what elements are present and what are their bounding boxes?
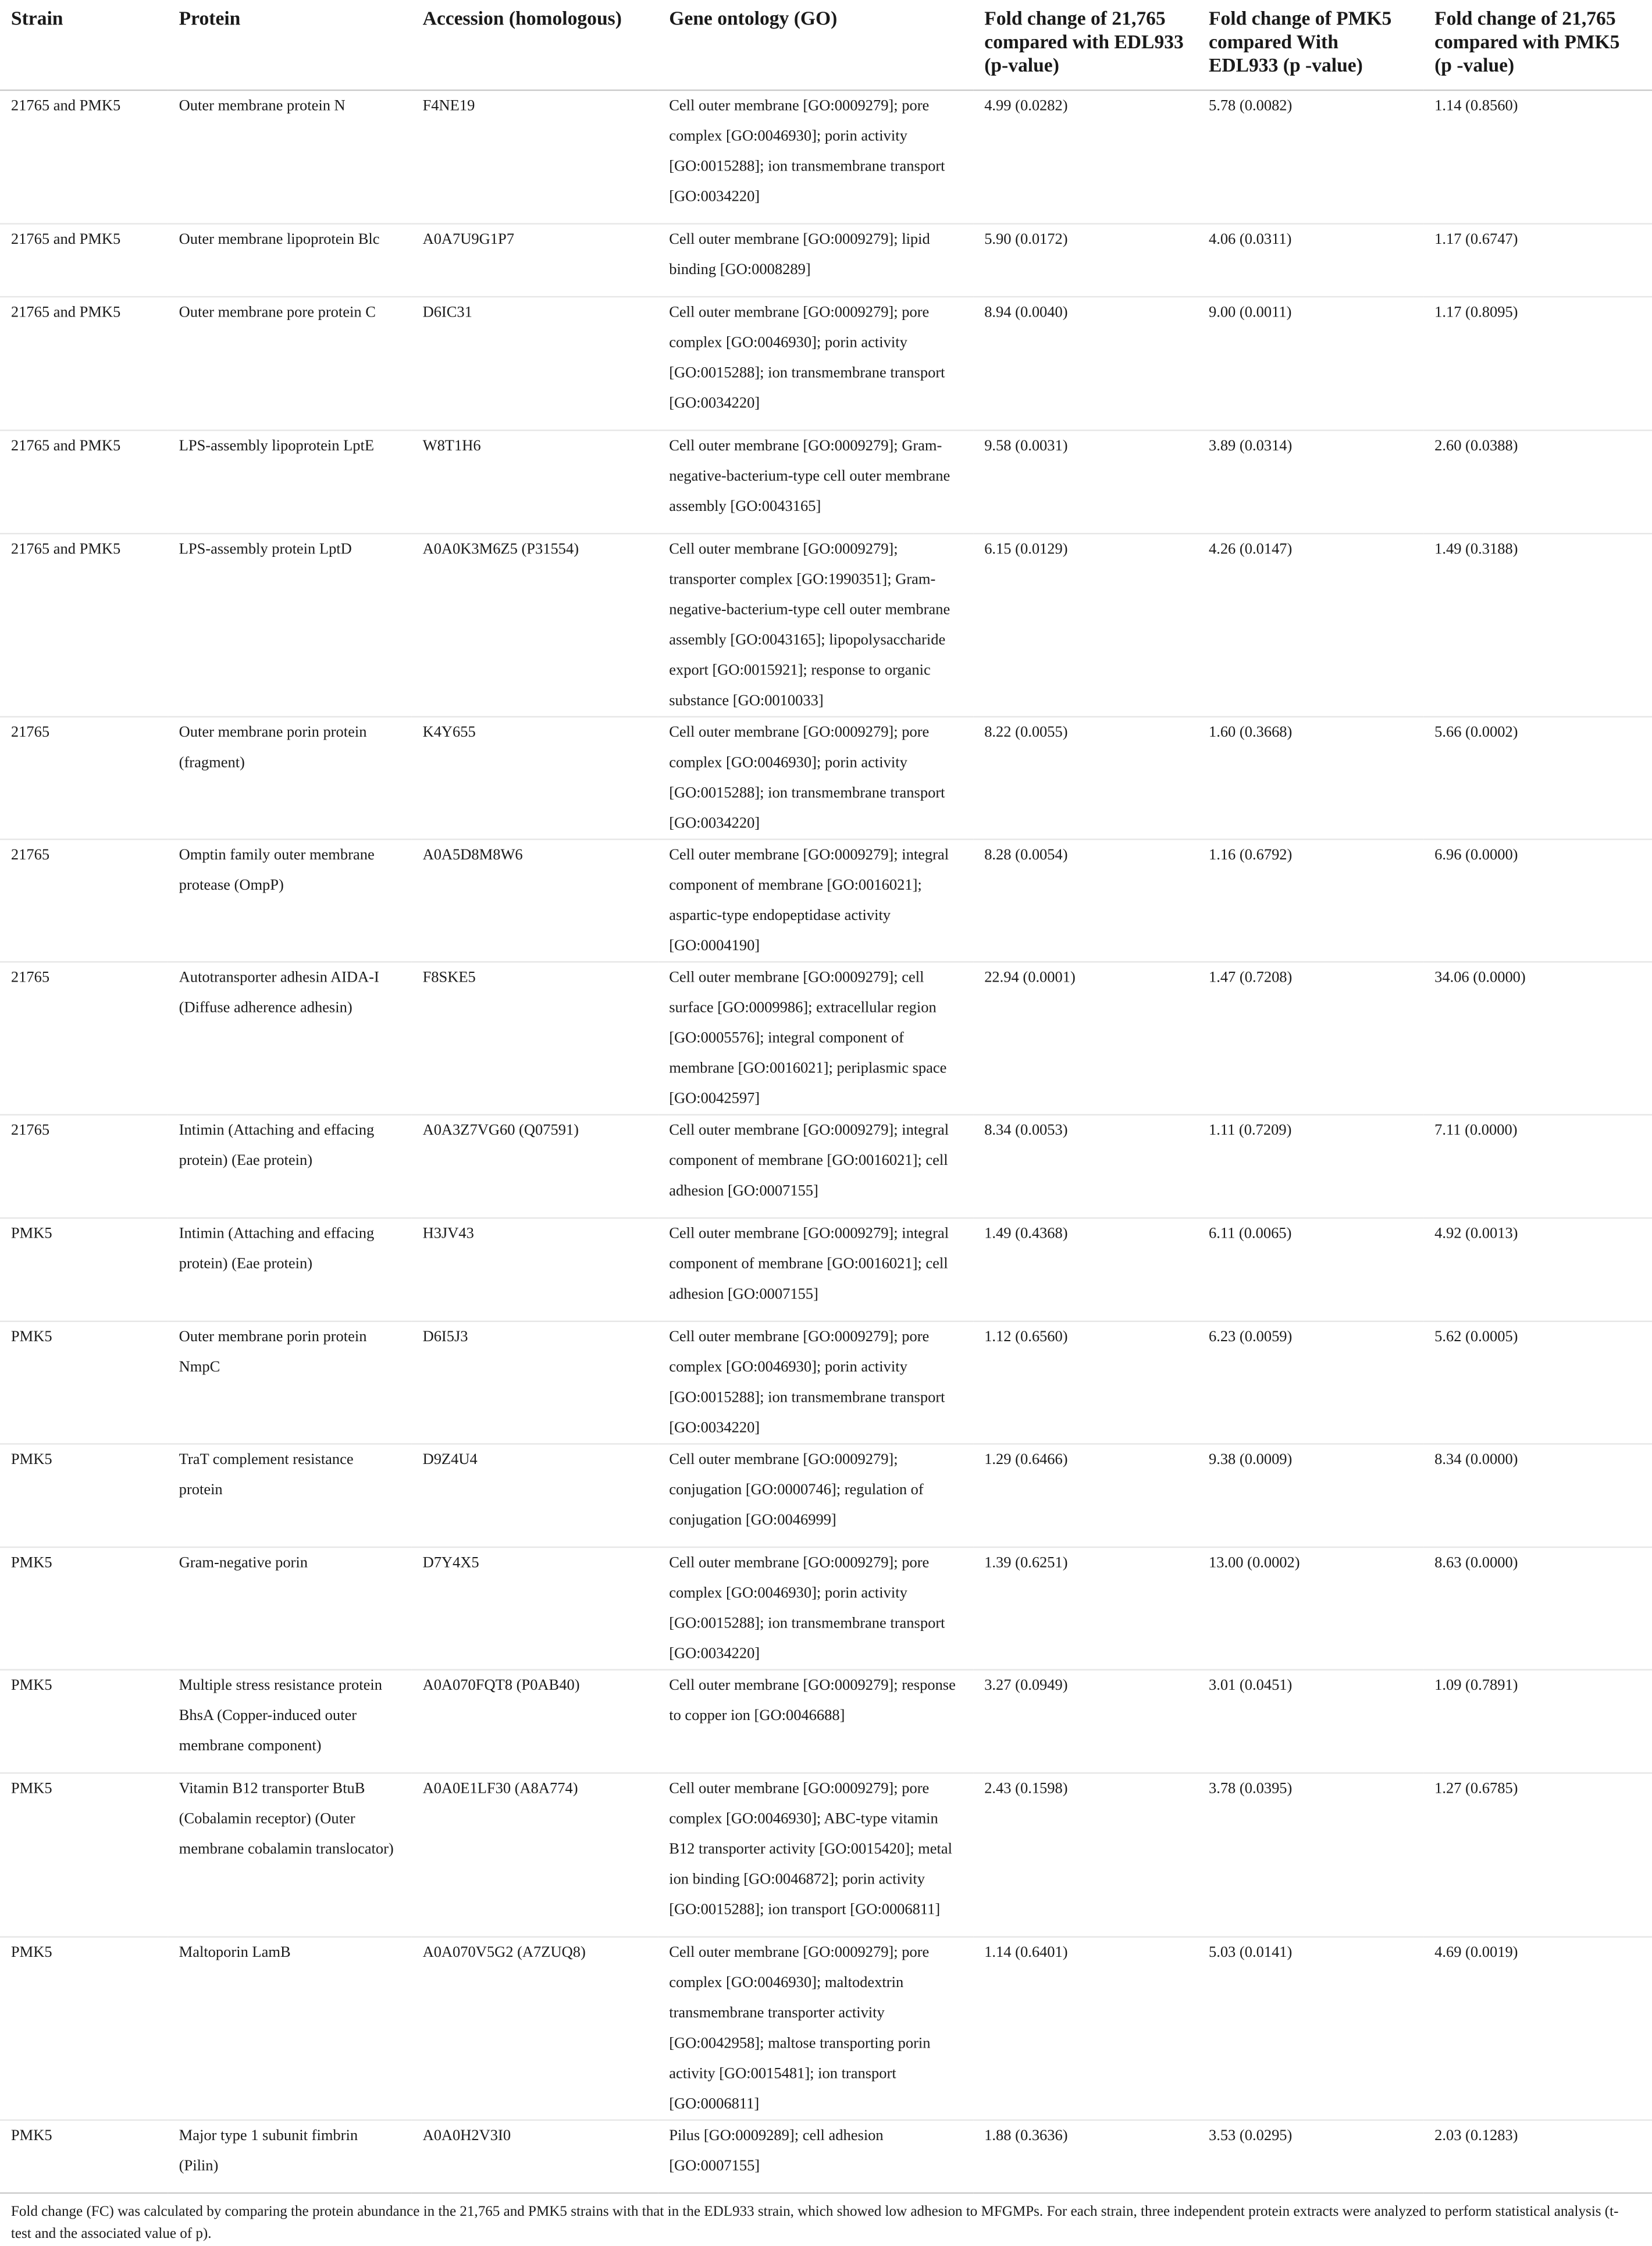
strain-cell: 21765 and PMK5 <box>0 90 168 224</box>
fc-pmk5-vs-edl933-cell: 3.53 (0.0295) <box>1198 2120 1423 2193</box>
gene-ontology-cell: Cell outer membrane [GO:0009279]; pore complex [GO:0046930]; porin activity [GO:0015288]; ion transmembrane transport [GO:0034220] <box>658 1547 973 1670</box>
strain-cell: 21765 and PMK5 <box>0 224 168 297</box>
table-row <box>0 962 1652 1115</box>
fc-21765-vs-pmk5-cell: 7.11 (0.0000) <box>1423 1115 1652 1218</box>
fc-21765-vs-edl933-cell: 8.34 (0.0053) <box>973 1115 1198 1218</box>
strain-cell: PMK5 <box>0 1547 168 1670</box>
accession-cell: W8T1H6 <box>412 431 658 534</box>
table-body <box>0 90 1652 2193</box>
fc-pmk5-vs-edl933-cell: 9.00 (0.0011) <box>1198 297 1423 431</box>
fc-21765-vs-pmk5-cell: 5.66 (0.0002) <box>1423 717 1652 840</box>
protein-cell: LPS-assembly protein LptD <box>168 534 412 717</box>
accession-cell: A0A0K3M6Z5 (P31554) <box>412 534 658 717</box>
protein-cell: Omptin family outer membrane protease (OmpP) <box>168 840 412 962</box>
gene-ontology-cell: Cell outer membrane [GO:0009279]; integral component of membrane [GO:0016021]; cell adhesion [GO:0007155] <box>658 1218 973 1321</box>
fc-pmk5-vs-edl933-cell: 1.11 (0.7209) <box>1198 1115 1423 1218</box>
accession-cell: D7Y4X5 <box>412 1547 658 1670</box>
fc-pmk5-vs-edl933-cell: 3.89 (0.0314) <box>1198 431 1423 534</box>
fc-21765-vs-pmk5-cell: 4.69 (0.0019) <box>1423 1937 1652 2120</box>
strain-cell: 21765 <box>0 1115 168 1218</box>
protein-cell: Gram-negative porin <box>168 1547 412 1670</box>
fc-pmk5-vs-edl933-cell: 4.26 (0.0147) <box>1198 534 1423 717</box>
table-row <box>0 297 1652 431</box>
fc-pmk5-vs-edl933-cell: 13.00 (0.0002) <box>1198 1547 1423 1670</box>
protein-cell: TraT complement resistance protein <box>168 1444 412 1547</box>
strain-cell: 21765 <box>0 840 168 962</box>
protein-cell: Outer membrane pore protein C <box>168 297 412 431</box>
table-row <box>0 2120 1652 2193</box>
fc-pmk5-vs-edl933-cell: 6.23 (0.0059) <box>1198 1321 1423 1444</box>
protein-cell: Outer membrane porin protein NmpC <box>168 1321 412 1444</box>
accession-cell: A0A5D8M8W6 <box>412 840 658 962</box>
fc-pmk5-vs-edl933-cell: 1.47 (0.7208) <box>1198 962 1423 1115</box>
fc-21765-vs-pmk5-cell: 34.06 (0.0000) <box>1423 962 1652 1115</box>
table-row <box>0 1321 1652 1444</box>
accession-cell: H3JV43 <box>412 1218 658 1321</box>
gene-ontology-cell: Cell outer membrane [GO:0009279]; response to copper ion [GO:0046688] <box>658 1670 973 1774</box>
fc-21765-vs-pmk5-cell: 8.63 (0.0000) <box>1423 1547 1652 1670</box>
table-row <box>0 1773 1652 1937</box>
fc-pmk5-vs-edl933-cell: 5.03 (0.0141) <box>1198 1937 1423 2120</box>
gene-ontology-cell: Cell outer membrane [GO:0009279]; integral component of membrane [GO:0016021]; aspartic-type endopeptidase activity [GO:0004190] <box>658 840 973 962</box>
table-row <box>0 840 1652 962</box>
strain-cell: 21765 and PMK5 <box>0 297 168 431</box>
fc-21765-vs-edl933-cell: 22.94 (0.0001) <box>973 962 1198 1115</box>
header-row <box>0 0 1652 90</box>
gene-ontology-cell: Cell outer membrane [GO:0009279]; pore complex [GO:0046930]; porin activity [GO:0015288]; ion transmembrane transport [GO:0034220] <box>658 1321 973 1444</box>
fc-21765-vs-edl933-cell: 1.49 (0.4368) <box>973 1218 1198 1321</box>
accession-cell: A0A070V5G2 (A7ZUQ8) <box>412 1937 658 2120</box>
fc-21765-vs-edl933-cell: 1.14 (0.6401) <box>973 1937 1198 2120</box>
strain-cell: 21765 and PMK5 <box>0 431 168 534</box>
fc-pmk5-vs-edl933-cell: 4.06 (0.0311) <box>1198 224 1423 297</box>
protein-cell: Multiple stress resistance protein BhsA (Copper-induced outer membrane component) <box>168 1670 412 1774</box>
table-row <box>0 1547 1652 1670</box>
accession-cell: D6I5J3 <box>412 1321 658 1444</box>
fc-21765-vs-edl933-cell: 1.88 (0.3636) <box>973 2120 1198 2193</box>
fc-21765-vs-pmk5-cell: 8.34 (0.0000) <box>1423 1444 1652 1547</box>
accession-cell: F4NE19 <box>412 90 658 224</box>
fc-21765-vs-pmk5-cell: 1.14 (0.8560) <box>1423 90 1652 224</box>
table-row <box>0 1115 1652 1218</box>
fc-pmk5-vs-edl933-cell: 1.60 (0.3668) <box>1198 717 1423 840</box>
table-row <box>0 534 1652 717</box>
strain-cell: PMK5 <box>0 1321 168 1444</box>
fc-21765-vs-edl933-cell: 4.99 (0.0282) <box>973 90 1198 224</box>
gene-ontology-cell: Cell outer membrane [GO:0009279]; pore complex [GO:0046930]; porin activity [GO:0015288]; ion transmembrane transport [GO:0034220] <box>658 90 973 224</box>
gene-ontology-cell: Cell outer membrane [GO:0009279]; pore complex [GO:0046930]; ABC-type vitamin B12 transporter activity [GO:0015420]; metal ion binding [GO:0046872]; porin activity [GO:0015288]; ion transport [GO:0006811] <box>658 1773 973 1937</box>
strain-cell: PMK5 <box>0 1670 168 1774</box>
fc-21765-vs-pmk5-cell: 1.17 (0.8095) <box>1423 297 1652 431</box>
fc-21765-vs-pmk5-cell: 1.17 (0.6747) <box>1423 224 1652 297</box>
fc-21765-vs-edl933-cell: 9.58 (0.0031) <box>973 431 1198 534</box>
gene-ontology-cell: Cell outer membrane [GO:0009279]; Gram-negative-bacterium-type cell outer membrane assembly [GO:0043165] <box>658 431 973 534</box>
fc-21765-vs-edl933-cell: 1.29 (0.6466) <box>973 1444 1198 1547</box>
strain-cell: PMK5 <box>0 2120 168 2193</box>
fc-21765-vs-edl933-cell: 8.28 (0.0054) <box>973 840 1198 962</box>
gene-ontology-cell: Cell outer membrane [GO:0009279]; pore complex [GO:0046930]; maltodextrin transmembrane transporter activity [GO:0042958]; maltose transporting porin activity [GO:0015481]; ion transport [GO:0006811] <box>658 1937 973 2120</box>
fc-21765-vs-edl933-cell: 8.94 (0.0040) <box>973 297 1198 431</box>
strain-cell: PMK5 <box>0 1444 168 1547</box>
header-strain: Strain <box>0 0 168 90</box>
accession-cell: A0A3Z7VG60 (Q07591) <box>412 1115 658 1218</box>
gene-ontology-cell: Cell outer membrane [GO:0009279]; cell surface [GO:0009986]; extracellular region [GO:0005576]; integral component of membrane [GO:0016021]; periplasmic space [GO:0042597] <box>658 962 973 1115</box>
protein-cell: Autotransporter adhesin AIDA-I (Diffuse adherence adhesin) <box>168 962 412 1115</box>
table-row <box>0 224 1652 297</box>
fc-21765-vs-pmk5-cell: 6.96 (0.0000) <box>1423 840 1652 962</box>
strain-cell: PMK5 <box>0 1218 168 1321</box>
accession-cell: A0A070FQT8 (P0AB40) <box>412 1670 658 1774</box>
fc-pmk5-vs-edl933-cell: 9.38 (0.0009) <box>1198 1444 1423 1547</box>
protein-cell: Maltoporin LamB <box>168 1937 412 2120</box>
fc-21765-vs-pmk5-cell: 2.03 (0.1283) <box>1423 2120 1652 2193</box>
protein-cell: Major type 1 subunit fimbrin (Pilin) <box>168 2120 412 2193</box>
fc-21765-vs-pmk5-cell: 1.27 (0.6785) <box>1423 1773 1652 1937</box>
fc-pmk5-vs-edl933-cell: 3.78 (0.0395) <box>1198 1773 1423 1937</box>
fc-21765-vs-pmk5-cell: 2.60 (0.0388) <box>1423 431 1652 534</box>
strain-cell: 21765 <box>0 717 168 840</box>
table-row <box>0 1444 1652 1547</box>
protein-cell: Outer membrane lipoprotein Blc <box>168 224 412 297</box>
gene-ontology-cell: Cell outer membrane [GO:0009279]; transporter complex [GO:1990351]; Gram-negative-bacterium-type cell outer membrane assembly [GO:0043165]; lipopolysaccharide export [GO:0015921]; response to organic substance [GO:0010033] <box>658 534 973 717</box>
accession-cell: F8SKE5 <box>412 962 658 1115</box>
table-row <box>0 1218 1652 1321</box>
table-row <box>0 431 1652 534</box>
protein-cell: Vitamin B12 transporter BtuB (Cobalamin receptor) (Outer membrane cobalamin translocator) <box>168 1773 412 1937</box>
fc-21765-vs-edl933-cell: 6.15 (0.0129) <box>973 534 1198 717</box>
accession-cell: A0A0E1LF30 (A8A774) <box>412 1773 658 1937</box>
fc-21765-vs-pmk5-cell: 1.09 (0.7891) <box>1423 1670 1652 1774</box>
table-row <box>0 1937 1652 2120</box>
protein-cell: Intimin (Attaching and effacing protein) (Eae protein) <box>168 1218 412 1321</box>
header-accession: Accession (homologous) <box>412 0 658 90</box>
strain-cell: PMK5 <box>0 1773 168 1937</box>
strain-cell: 21765 <box>0 962 168 1115</box>
fc-21765-vs-edl933-cell: 1.12 (0.6560) <box>973 1321 1198 1444</box>
accession-cell: D6IC31 <box>412 297 658 431</box>
gene-ontology-cell: Cell outer membrane [GO:0009279]; pore complex [GO:0046930]; porin activity [GO:0015288]; ion transmembrane transport [GO:0034220] <box>658 717 973 840</box>
fc-pmk5-vs-edl933-cell: 5.78 (0.0082) <box>1198 90 1423 224</box>
protein-cell: Outer membrane protein N <box>168 90 412 224</box>
table-row <box>0 90 1652 224</box>
accession-cell: A0A0H2V3I0 <box>412 2120 658 2193</box>
accession-cell: A0A7U9G1P7 <box>412 224 658 297</box>
fc-pmk5-vs-edl933-cell: 6.11 (0.0065) <box>1198 1218 1423 1321</box>
table-row <box>0 717 1652 840</box>
header-gene-ontology: Gene ontology (GO) <box>658 0 973 90</box>
header-fc-21765-vs-edl933: Fold change of 21,765 compared with EDL933 (p-value) <box>973 0 1198 90</box>
gene-ontology-cell: Pilus [GO:0009289]; cell adhesion [GO:0007155] <box>658 2120 973 2193</box>
strain-cell: PMK5 <box>0 1937 168 2120</box>
fc-21765-vs-pmk5-cell: 4.92 (0.0013) <box>1423 1218 1652 1321</box>
gene-ontology-cell: Cell outer membrane [GO:0009279]; integral component of membrane [GO:0016021]; cell adhesion [GO:0007155] <box>658 1115 973 1218</box>
header-fc-pmk5-vs-edl933: Fold change of PMK5 compared With EDL933 (p -value) <box>1198 0 1423 90</box>
fc-21765-vs-pmk5-cell: 5.62 (0.0005) <box>1423 1321 1652 1444</box>
protein-cell: Outer membrane porin protein (fragment) <box>168 717 412 840</box>
fc-21765-vs-edl933-cell: 1.39 (0.6251) <box>973 1547 1198 1670</box>
table-row <box>0 1670 1652 1774</box>
fc-21765-vs-pmk5-cell: 1.49 (0.3188) <box>1423 534 1652 717</box>
gene-ontology-cell: Cell outer membrane [GO:0009279]; pore complex [GO:0046930]; porin activity [GO:0015288]; ion transmembrane transport [GO:0034220] <box>658 297 973 431</box>
fc-21765-vs-edl933-cell: 2.43 (0.1598) <box>973 1773 1198 1937</box>
protein-cell: Intimin (Attaching and effacing protein) (Eae protein) <box>168 1115 412 1218</box>
fc-pmk5-vs-edl933-cell: 1.16 (0.6792) <box>1198 840 1423 962</box>
fc-21765-vs-edl933-cell: 8.22 (0.0055) <box>973 717 1198 840</box>
fc-pmk5-vs-edl933-cell: 3.01 (0.0451) <box>1198 1670 1423 1774</box>
gene-ontology-cell: Cell outer membrane [GO:0009279]; conjugation [GO:0000746]; regulation of conjugation [GO:0046999] <box>658 1444 973 1547</box>
fc-21765-vs-edl933-cell: 3.27 (0.0949) <box>973 1670 1198 1774</box>
header-protein: Protein <box>168 0 412 90</box>
table-footnote: Fold change (FC) was calculated by comparing the protein abundance in the 21,765 and PMK5 strains with that in the EDL933 strain, which showed low adhesion to MFGMPs. For each strain, three independent protein extracts were analyzed to perform statistical analysis (t-test and the associated value of p). <box>10 2205 1619 2242</box>
header-fc-21765-vs-pmk5: Fold change of 21,765 compared with PMK5 (p -value) <box>1423 0 1652 90</box>
fc-21765-vs-edl933-cell: 5.90 (0.0172) <box>973 224 1198 297</box>
accession-cell: D9Z4U4 <box>412 1444 658 1547</box>
accession-cell: K4Y655 <box>412 717 658 840</box>
gene-ontology-cell: Cell outer membrane [GO:0009279]; lipid binding [GO:0008289] <box>658 224 973 297</box>
protein-cell: LPS-assembly lipoprotein LptE <box>168 431 412 534</box>
strain-cell: 21765 and PMK5 <box>0 534 168 717</box>
